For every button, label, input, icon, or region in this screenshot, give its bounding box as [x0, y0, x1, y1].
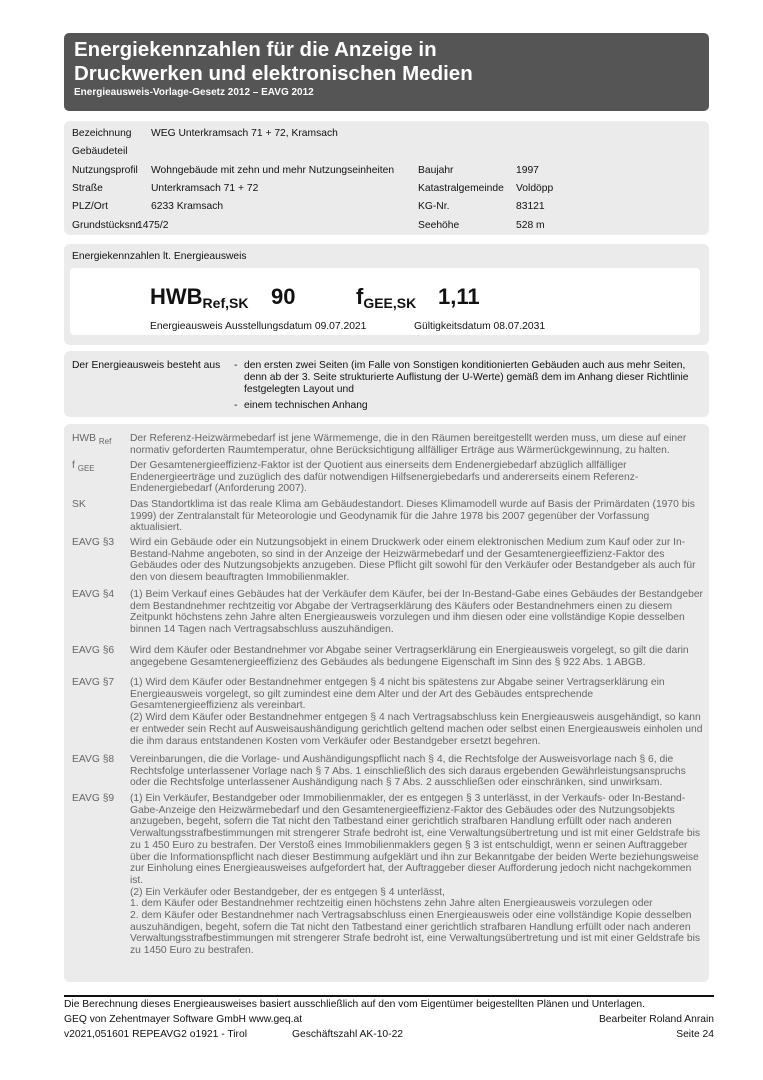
page-subtitle: Energieausweis-Vorlage-Gesetz 2012 – EAVG 2012: [74, 87, 314, 98]
info-row-plz: [72, 197, 701, 216]
page-title-line2: Druckwerken und elektronischen Medien: [74, 62, 473, 85]
plz-label: PLZ/Ort: [72, 201, 109, 212]
footer-bearbeiter: Bearbeiter Roland Anrain: [598, 1014, 714, 1025]
legal-text-eavg7: (1) Wird dem Käufer oder Bestandnehmer entgegen § 4 nicht bis spätestens zur Abgabe seiner Vertragserklärung ein Energieausweis vorgelegt, so gilt zumindest eine dem Alter und der Art des Gebäudes entsprechende Gesamtenergieeffizienz als vereinbart.: [130, 677, 665, 712]
kennzahlen-box: [70, 268, 700, 335]
composition-item-2: einem technischen Anhang: [244, 400, 368, 411]
legal-text-eavg9-3: 1. dem Käufer oder Bestandnehmer rechtzeitig einen höchstens zehn Jahre alten Energieausweis vorzulegen oder: [130, 898, 653, 910]
page-title-line1: Energiekennzahlen für die Anzeige in: [74, 38, 437, 61]
strasse-value: Unterkramsach 71 + 72: [151, 182, 259, 194]
katastral-value: Voldöpp: [516, 182, 554, 194]
legal-eavg9: [72, 793, 703, 957]
legal-key-eavg6: EAVG §6: [72, 645, 115, 656]
legal-text-eavg9: (1) Ein Verkäufer, Bestandgeber oder Immobilienmakler, der es entgegen § 3 unterlässt, in der Verkaufs- oder In-Bestand-Gabe-Anzeige den Heizwärmebedarf und den Gesamtenergieeffizienz-Faktor des Gebäudes oder des Nutzungsobjekts anzugeben, begeht, sofern die Tat nicht den Tatbestand einer gerichtlich strafbaren Handlung erfüllt oder nach anderen Verwaltungsstrafbestimmungen mit strengerer Strafe bedroht ist, eine Verwaltungsübertretung und ist mit einer Geldstrafe bis zu 1 450 Euro zu bestrafen. Der Verstoß eines Immobilienmaklers gegen § 3 ist entschuldigt, wenn er seinen Auftraggeber über die Informationspflicht nach dieser Bestimmung aufgeklärt und ihn zur Bekanntgabe der beiden Werte beziehungsweise zur Einholung eines Energieausweises aufgefordert hat, der Auftraggeber dieser Aufforderung jedoch nicht nachgekommen ist.: [130, 793, 701, 886]
grund-label: Grundstücksnr.: [72, 219, 142, 231]
legal-key-eavg8: EAVG §8: [72, 754, 115, 765]
legal-text-eavg6: Wird dem Käufer oder Bestandnehmer vor Abgabe seiner Vertragserklärung ein Energieausweis vorgelegt, so gilt die darin angegebene Gesamtenergieeffizienz des Gebäudes als bedungene Eigenschaft im Sinn des § 922 Abs. 1 ABGB.: [130, 645, 689, 668]
legal-eavg6: [72, 645, 703, 668]
page-header: [64, 33, 709, 111]
gebaeudeteil-label: Gebäudeteil: [72, 146, 128, 157]
bezeichnung-label: Bezeichnung: [72, 128, 132, 139]
composition-panel: [64, 351, 709, 417]
grund-value: 1475/2: [137, 219, 169, 231]
hwb-value: 90: [271, 284, 296, 309]
baujahr-value: 1997: [516, 164, 539, 176]
legal-eavg3: [72, 537, 703, 584]
plz-value: 6233 Kramsach: [151, 201, 224, 212]
legal-hwb: [72, 433, 703, 456]
legal-eavg4: [72, 589, 703, 636]
legal-text-eavg8: Vereinbarungen, die die Vorlage- und Aushändigungspflicht nach § 4, die Rechtsfolge der Ausweisvorlage nach § 6, die Rechtsfolge unterlassener Vorlage nach § 7 Abs. 1 einschließlich des sich daraus ergebenden Gewährleistungsanspruchs oder die Rechtsfolge unterlassener Aushändigung nach § 7 Abs. 2 ausschließen oder einschränken, sind unwirksam.: [130, 754, 686, 789]
info-row-strasse: [72, 179, 701, 198]
kennzahlen-label: Energiekennzahlen lt. Energieausweis: [72, 251, 247, 262]
composition-item-1: den ersten zwei Seiten (im Falle von Sonstigen konditionierten Gebäuden auch aus mehr Seiten, denn ab der 3. Seite strukturierte Auflistung der U-Werte) gemäß dem im Anhang dieser Richtlinie festgelegten Layout und: [244, 360, 689, 395]
hwb-symbol: $HWB_{Ref,SK}$: [150, 284, 249, 311]
seehoehe-label: Seehöhe: [418, 219, 460, 231]
legal-eavg8: [72, 754, 703, 789]
legal-text-eavg4: (1) Beim Verkauf eines Gebäudes hat der Verkäufer dem Käufer, bei der In-Bestand-Gabe eines Gebäudes der Bestandgeber dem Bestandnehmer rechtzeitig vor Abgabe der Vertragserklärung des Käufers oder Bestandnehmers einen zu diesem Zeitpunkt höchstens zehn Jahre alten Energieausweis vorzulegen und ihm diesen oder eine vollständige Kopie desselben binnen 14 Tagen nach Vertragsabschluss auszuhändigen.: [130, 589, 703, 636]
legal-key-fgee: f $_{GEE}$: [72, 460, 95, 473]
kgnr-value: 83121: [516, 201, 545, 212]
baujahr-label: Baujahr: [418, 164, 454, 176]
katastral-label: Katastralgemeinde: [418, 182, 504, 194]
legal-text-hwb: Der Referenz-Heizwärmebedarf ist jene Wärmemenge, die in den Räumen bereitgestellt werden muss, um diese auf einer normativ geforderten Raumtemperatur, ohne Berücksichtigung allfälliger Erträge aus Wärmerückgewinnung, zu halten.: [130, 433, 687, 456]
kgnr-label: KG-Nr.: [418, 201, 450, 212]
legal-text-fgee: Der Gesamtenergieeffizienz-Faktor ist der Quotient aus einerseits dem Endenergiebedarf abzüglich allfälliger Endenergieerträge und zuzüglich des dafür notwendigen Hilfsenergiebedarfs und andererseits einem Referenz-Endenergiebedarf (Anforderung 2007).: [130, 460, 639, 495]
footer-note: Die Berechnung dieses Energieausweises basiert ausschließlich auf den vom Eigentümer beigestellten Plänen und Unterlagen.: [64, 999, 645, 1010]
footer-version: v2021,051601 REPEAVG2 o1921 - Tirol: [64, 1029, 247, 1040]
legal-key-eavg3: EAVG §3: [72, 537, 115, 548]
composition-lead: Der Energieausweis besteht aus: [72, 360, 221, 371]
legal-key-eavg7: EAVG §7: [72, 677, 115, 688]
footer-page-number: Seite 24: [676, 1029, 714, 1040]
bezeichnung-value: WEG Unterkramsach 71 + 72, Kramsach: [151, 128, 338, 139]
legal-key-hwb: HWB $_{Ref}$: [72, 433, 112, 446]
info-row-bezeichnung: [72, 124, 701, 143]
fgee-symbol: $f_{GEE,SK}$: [356, 284, 417, 311]
legal-text-sk: Das Standortklima ist das reale Klima am Gebäudestandort. Dieses Klimamodell wurde auf Basis der Primärdaten (1970 bis 1999) der Zentralanstalt für Meteorologie und Geodynamik für die Jahre 1978 bis 2007 gegenüber der Vorfassung aktualisiert.: [130, 499, 695, 534]
gueltigkeitsdatum: Gültigkeitsdatum 08.07.2031: [414, 321, 546, 332]
fgee-value: 1,11: [438, 284, 480, 309]
nutzungsprofil-value: Wohngebäude mit zehn und mehr Nutzungseinheiten: [151, 164, 395, 176]
info-row-nutzungsprofil: [72, 161, 701, 180]
strasse-label: Straße: [72, 182, 103, 194]
info-row-gebaeudeteil: [72, 142, 701, 161]
legal-eavg7: [72, 677, 703, 747]
legal-key-eavg4: EAVG §4: [72, 589, 115, 600]
nutzungsprofil-label: Nutzungsprofil: [72, 164, 138, 176]
seehoehe-value: 528 m: [516, 219, 545, 231]
legal-text-eavg9-4: 2. dem Käufer oder Bestandnehmer nach Vertragsabschluss einen Energieausweis oder eine vollständige Kopie desselben auszuhändigen, begeht, sofern die Tat nicht den Tatbestand einer gerichtlich strafbaren Handlung erfüllt oder nach anderen Verwaltungsstrafbestimmungen mit strengerer Strafe bedroht ist, eine Verwaltungsübertretung und ist mit einer Geldstrafe bis zu 1450 Euro zu bestrafen.: [130, 910, 701, 957]
legal-sk: [72, 499, 703, 534]
composition-dash-2: -: [234, 400, 238, 411]
kennzahlen-panel: [64, 244, 709, 345]
legal-key-eavg9: EAVG §9: [72, 793, 115, 804]
composition-dash-1: -: [234, 360, 238, 371]
legal-key-sk: SK: [72, 499, 86, 510]
footer-software: GEQ von Zehentmayer Software GmbH www.geq.at: [64, 1014, 303, 1025]
legal-text-eavg3: Wird ein Gebäude oder ein Nutzungsobjekt in einem Druckwerk oder einem elektronischen Medium zum Kauf oder zur In-Bestand-Nahme angeboten, so sind in der Anzeige der Heizwärmebedarf und der Gesamtenergieeffizienz-Faktor des Gebäudes oder des Nutzungsobjekts anzugeben. Diese Pflicht gilt sowohl für den Verkäufer oder Bestandgeber als auch für den von diesem beauftragten Immobilienmakler.: [130, 537, 696, 584]
info-row-grundstueck: [72, 216, 701, 235]
legal-text-eavg9-2: (2) Ein Verkäufer oder Bestandgeber, der es entgegen § 4 unterlässt,: [130, 886, 445, 898]
legal-fgee: [72, 460, 703, 495]
ausstellungsdatum: Energieausweis Ausstellungsdatum 09.07.2021: [150, 321, 367, 332]
footer-divider: [64, 995, 714, 997]
legal-text-eavg7-2: (2) Wird dem Käufer oder Bestandnehmer entgegen § 4 nach Vertragsabschluss kein Energieausweis ausgehändigt, so kann er entweder sein Recht auf Ausweisaushändigung gerichtlich geltend machen oder selbst einen Energieausweis einholen und die ihm daraus entstandenen Kosten vom Verkäufer oder Bestandgeber ersetzt begehren.: [130, 712, 703, 747]
footer-geschaeftszahl: Geschäftszahl AK-10-22: [292, 1029, 404, 1040]
legal-panel: [64, 424, 709, 982]
building-info-panel: [64, 121, 709, 235]
